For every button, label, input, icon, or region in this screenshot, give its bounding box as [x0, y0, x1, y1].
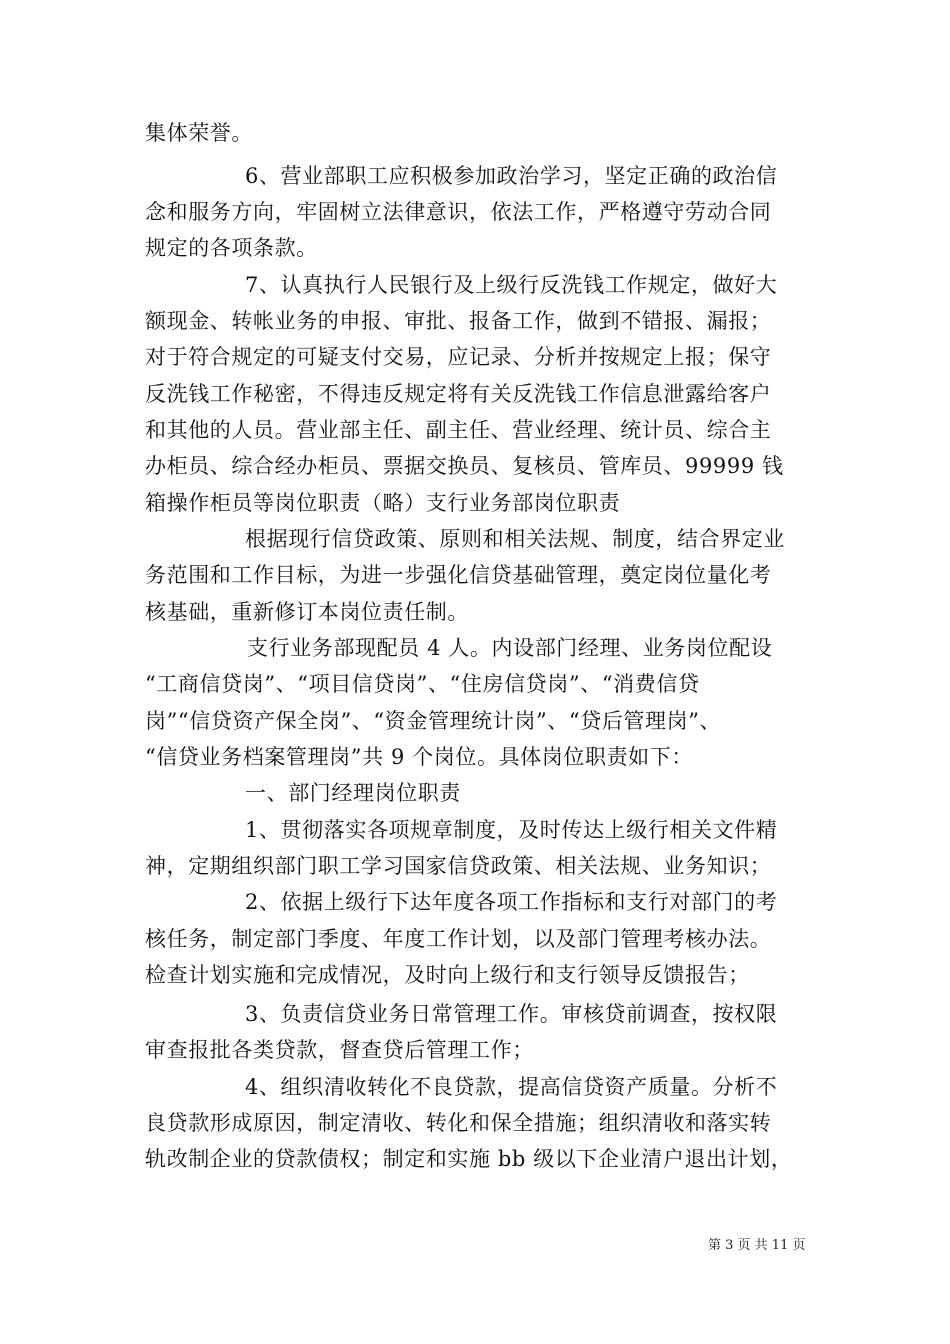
- text-line: 3、负责信贷业务日常管理工作。审核贷前调查，按权限: [245, 1002, 778, 1026]
- section-heading: 一、部门经理岗位职责: [245, 781, 461, 805]
- text-line: 和其他的人员。营业部主任、副主任、营业经理、统计员、综合主: [145, 418, 772, 442]
- text-line: 支行业务部现配员 4 人。内设部门经理、业务岗位配设: [247, 636, 773, 660]
- page-number: 第 3 页 共 11 页: [708, 1238, 806, 1253]
- text-line: 反洗钱工作秘密，不得违反规定将有关反洗钱工作信息泄露给客户: [145, 382, 772, 406]
- text-line: 集体荣誉。: [145, 121, 253, 145]
- text-line: 审查报批各类贷款，督查贷后管理工作；: [145, 1038, 534, 1062]
- text-line: 轨改制企业的贷款债权；制定和实施 bb 级以下企业清户退出计划，: [145, 1147, 793, 1171]
- text-line: 1、贯彻落实各项规章制度，及时传达上级行相关文件精: [245, 818, 778, 842]
- text-line: 检查计划实施和完成情况，及时向上级行和支行领导反馈报告；: [145, 963, 750, 987]
- text-line: “信贷业务档案管理岗”共 9 个岗位。具体岗位职责如下：: [145, 745, 693, 769]
- text-line: 额现金、转帐业务的申报、审批、报备工作，做到不错报、漏报；: [145, 309, 772, 333]
- text-line: 念和服务方向，牢固树立法律意识，依法工作，严格遵守劳动合同: [145, 200, 772, 224]
- text-line: 规定的各项条款。: [145, 236, 318, 260]
- text-line: 2、依据上级行下达年度各项工作指标和支行对部门的考: [245, 890, 778, 914]
- text-line: 根据现行信贷政策、原则和相关法规、制度，结合界定业: [245, 527, 785, 551]
- text-line: 核基础，重新修订本岗位责任制。: [145, 600, 469, 624]
- text-line: 岗”“信贷资产保全岗”、“资金管理统计岗”、“贷后管理岗”、: [145, 709, 722, 733]
- text-line: 6、营业部职工应积极参加政治学习，坚定正确的政治信: [245, 164, 778, 188]
- text-line: 4、组织清收转化不良贷款，提高信贷资产质量。分析不: [245, 1075, 778, 1099]
- text-line: 核任务，制定部门季度、年度工作计划，以及部门管理考核办法。: [145, 927, 772, 951]
- text-line: 务范围和工作目标，为进一步强化信贷基础管理，奠定岗位量化考: [145, 563, 772, 587]
- text-line: 良贷款形成原因，制定清收、转化和保全措施；组织清收和落实转: [145, 1111, 772, 1135]
- text-line: “工商信贷岗”、“项目信贷岗”、“住房信贷岗”、“消费信贷: [145, 672, 700, 696]
- text-line: 神，定期组织部门职工学习国家信贷政策、相关法规、业务知识；: [145, 854, 772, 878]
- text-line: 7、认真执行人民银行及上级行反洗钱工作规定，做好大: [245, 273, 778, 297]
- text-line: 箱操作柜员等岗位职责（略）支行业务部岗位职责: [145, 491, 621, 515]
- text-line: 办柜员、综合经办柜员、票据交换员、复核员、管库员、99999 钱: [145, 454, 784, 478]
- text-line: 对于符合规定的可疑支付交易，应记录、分析并按规定上报；保守: [145, 345, 772, 369]
